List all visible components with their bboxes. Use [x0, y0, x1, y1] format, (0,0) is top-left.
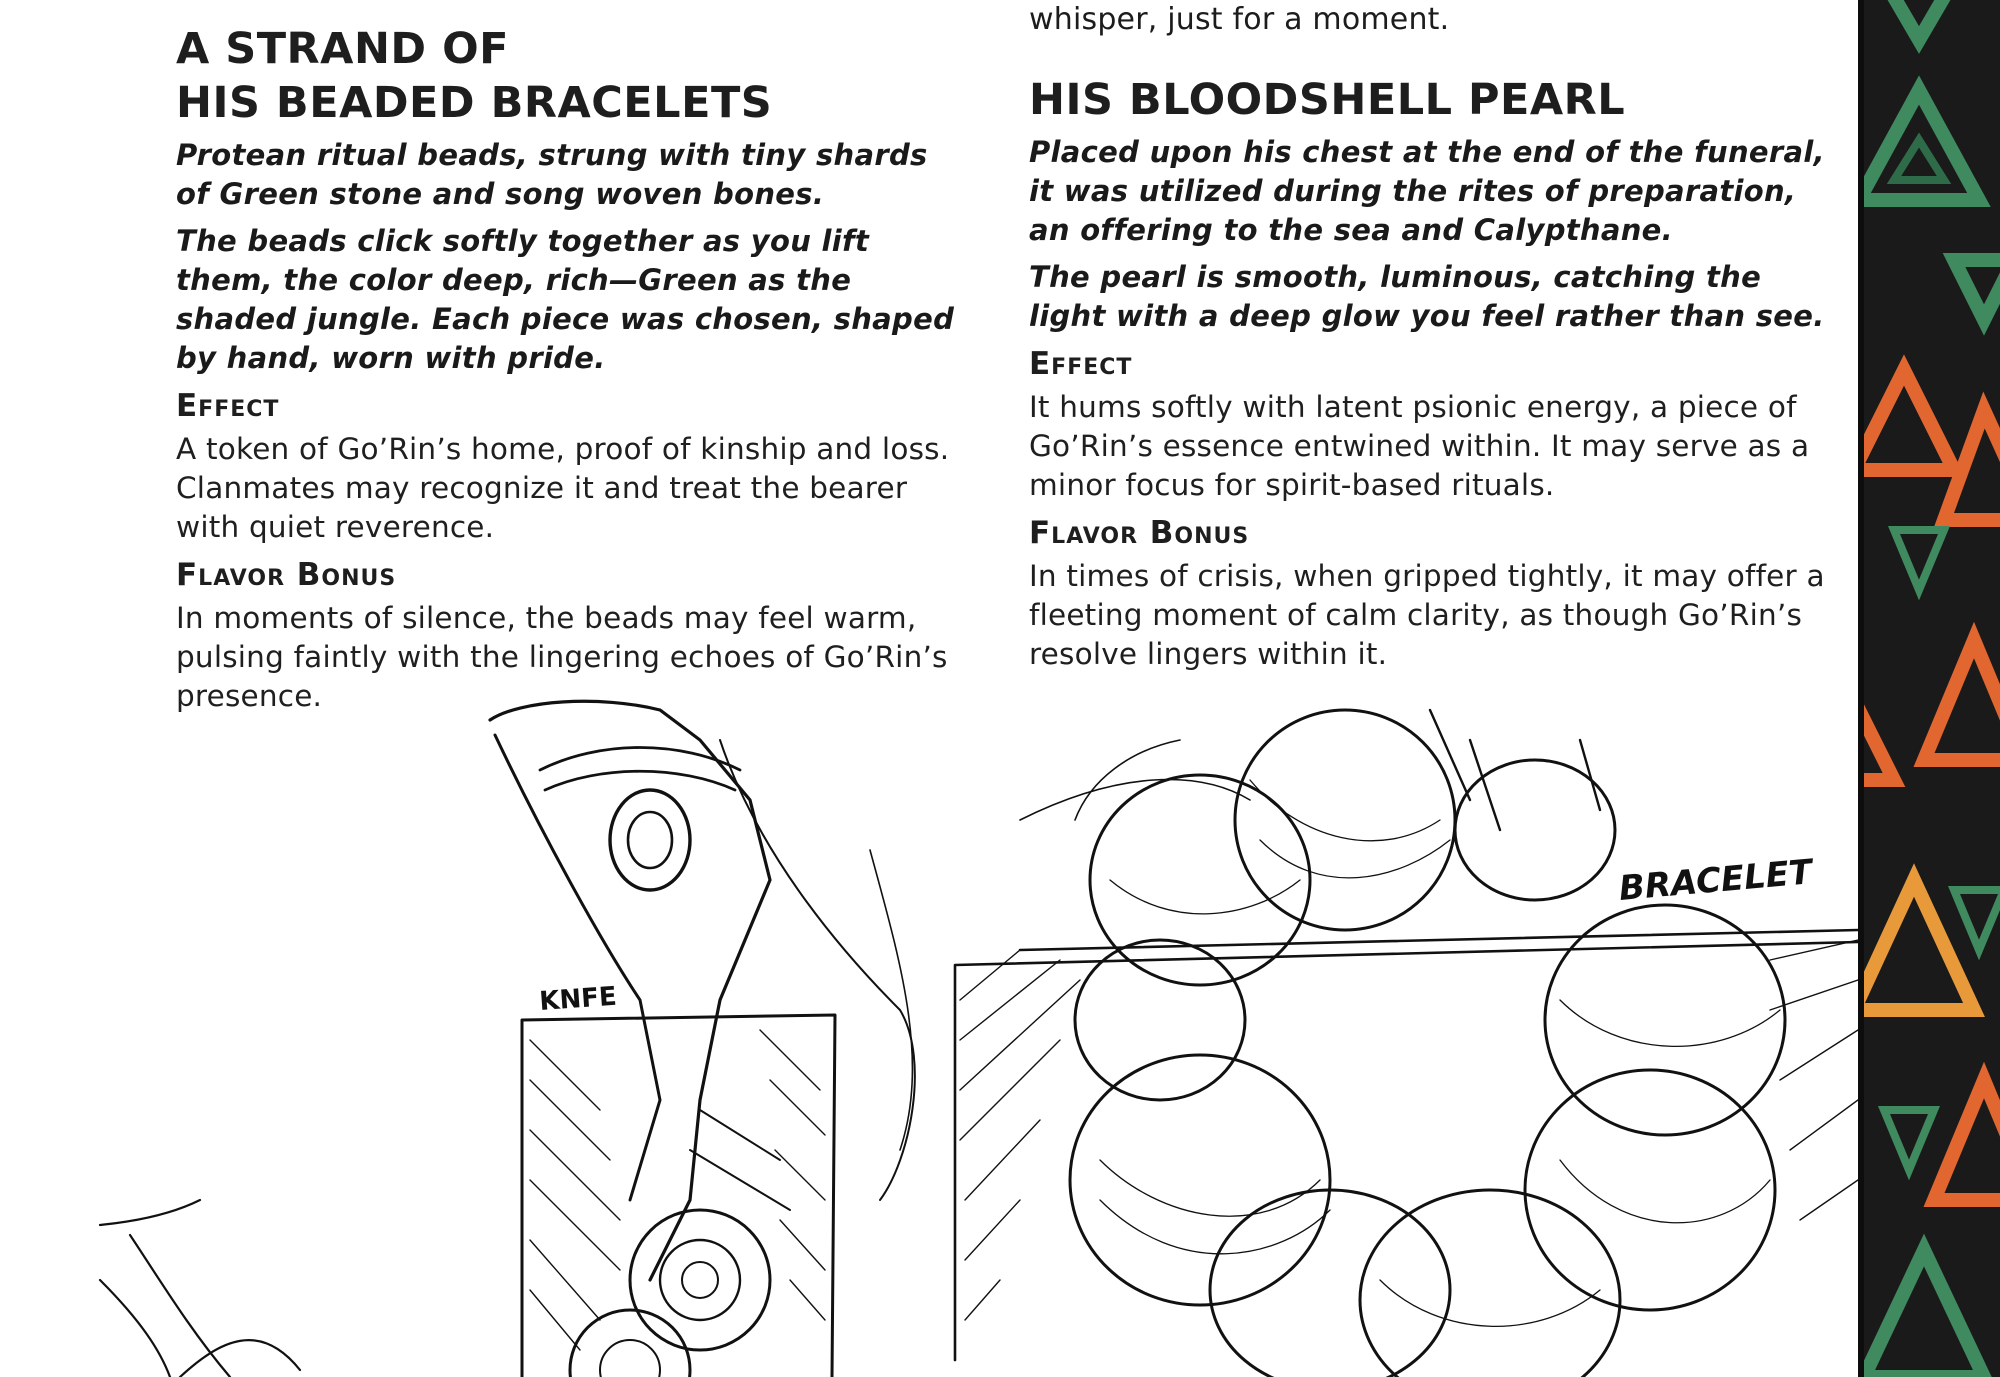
- pearl-flavor-text: In times of crisis, when gripped tightly, it may offer a fleeting moment of calm clarity, as though Go’Rin’s resolve lingers within it.: [1029, 559, 1825, 671]
- sketch-label-bracelet: BRACELET: [1617, 852, 1814, 909]
- bracelet-title: [176, 22, 966, 130]
- decorative-border: [1858, 0, 2000, 1377]
- triangle-pattern-icon: [1864, 0, 2000, 1377]
- bracelet-description-2: The beads click softly together as you lift them, the color deep, rich—Green as the shaded jungle. Each piece was chosen, shaped by hand, worn with pride.: [176, 224, 955, 375]
- continued-text: whisper, just for a moment.: [1029, 2, 1450, 37]
- pearl-effect-text: It hums softly with latent psionic energy, a piece of Go’Rin’s essence entwined within. It may serve as a minor focus for spirit-based rituals.: [1029, 390, 1810, 502]
- bracelet-effect-heading: Effect: [176, 388, 280, 424]
- left-column: [176, 22, 966, 716]
- bracelet-knife-sketch: [0, 680, 1858, 1377]
- right-column: [1029, 0, 1829, 674]
- bracelet-title-line2: HIS BEADED BRACELETS: [176, 78, 773, 128]
- bracelet-flavor-heading: Flavor Bonus: [176, 557, 397, 593]
- sketch-label-knife: KNFE: [538, 981, 618, 1017]
- bracelet-flavor-text: In moments of silence, the beads may feel warm, pulsing faintly with the lingering echoes of Go’Rin’s presence.: [176, 601, 948, 713]
- bracelet-title-line1: A STRAND OF: [176, 24, 510, 74]
- pearl-flavor-heading: Flavor Bonus: [1029, 515, 1250, 551]
- pearl-description-1: Placed upon his chest at the end of the funeral, it was utilized during the rites of preparation, an offering to the sea and Calypthane.: [1029, 135, 1825, 247]
- bracelet-effect-text: A token of Go’Rin’s home, proof of kinship and loss. Clanmates may recognize it and treat the bearer with quiet reverence.: [176, 432, 950, 544]
- pearl-description-2: The pearl is smooth, luminous, catching the light with a deep glow you feel rather than see.: [1029, 260, 1825, 333]
- pearl-effect-heading: Effect: [1029, 346, 1133, 382]
- bracelet-description-1: Protean ritual beads, strung with tiny shards of Green stone and song woven bones.: [176, 138, 928, 211]
- pearl-title: HIS BLOODSHELL PEARL: [1029, 75, 1626, 125]
